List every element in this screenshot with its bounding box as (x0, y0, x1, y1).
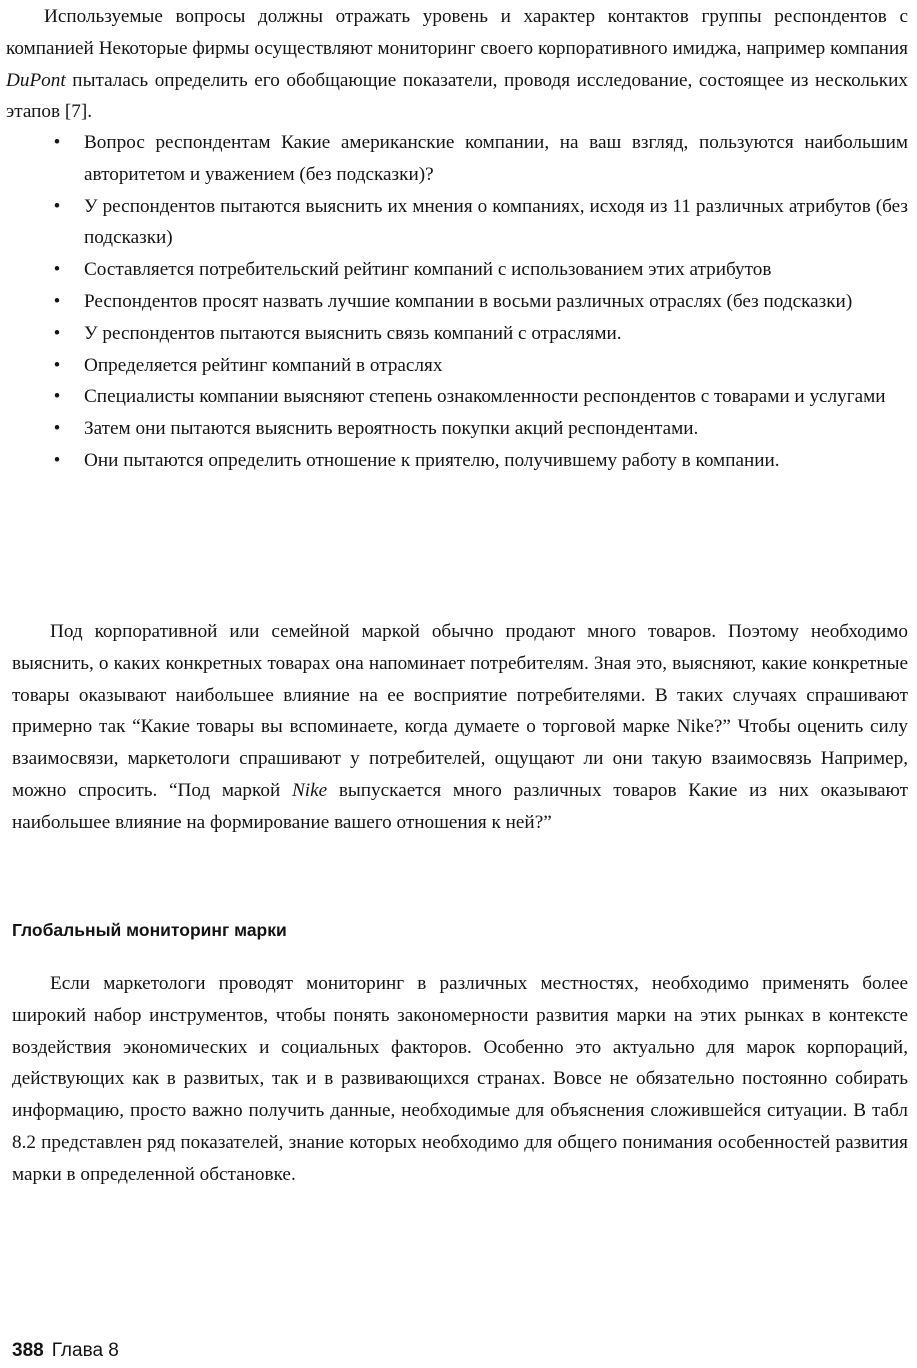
list-item (0, 286, 917, 318)
list-item-text: Они пытаются определить отношение к приятелю, получившему работу в компании. (84, 449, 780, 471)
page-number: 388 (12, 1340, 44, 1361)
intro-paragraph (6, 1, 908, 128)
global-monitoring-paragraph: Если маркетологи проводят мониторинг в различных местностях, необходимо применять более широкий набор инструментов, чтобы понять закономерности развития марки на этих рынках в контексте воздействия экономических и социальных факторов. Особенно это актуально для марок корпораций, действующих как в развитых, так и в развивающихся странах. Вовсе не обязательно постоянно собирать информацию, просто важно получить данные, необходимые для объяснения сложившейся ситуации. В табл 8.2 представлен ряд показателей, знание которых необходимо для общего понимания особенностей развития марки в определенной обстановке. (12, 973, 908, 1185)
section-heading: Глобальный мониторинг марки (12, 920, 287, 940)
bullet-icon: • (53, 195, 61, 217)
list-item-text: Респондентов просят назвать лучшие компании в восьми различных отраслях (без подсказки) (84, 290, 853, 312)
list-item-text: Определяется рейтинг компаний в отраслях (84, 354, 443, 376)
bullet-icon: • (53, 418, 61, 440)
survey-stages-list (0, 127, 917, 477)
brand-name-dupont: DuPont (6, 69, 66, 91)
list-item (0, 381, 917, 413)
bullet-icon: • (53, 259, 61, 281)
bullet-icon: • (53, 386, 61, 408)
list-item (0, 318, 917, 350)
list-item (0, 254, 917, 286)
bullet-icon: • (53, 132, 61, 153)
list-item-text: Затем они пытаются выяснить вероятность покупки акций респондентами. (84, 418, 699, 440)
list-item (0, 350, 917, 382)
brand-name-nike: Nike (291, 779, 328, 801)
bullet-icon: • (53, 322, 61, 344)
intro-text-part-2: пыталась определить его обобщающие показатели, проводя исследование, состоящее из нескольких этапов [7]. (6, 69, 908, 123)
intro-text-part-1: Используемые вопросы должны отражать уровень и характер контактов группы респондентов с компанией Некоторые фирмы осуществляют мониторинг своего корпоративного имиджа, например компания (6, 6, 908, 59)
list-item-text: Специалисты компании выясняют степень ознакомленности респондентов с товарами и услугами (84, 386, 886, 408)
list-item (0, 445, 917, 477)
bullet-icon: • (53, 449, 61, 471)
list-item-text: Составляется потребительский рейтинг компаний с использованием этих атрибутов (84, 259, 772, 281)
corporate-brand-paragraph (12, 616, 908, 839)
bullet-icon: • (53, 290, 61, 312)
corporate-text-part-2: выпускается много различных товаров Какие из них оказывают наибольшее влияние на формирование вашего отношения к ней?” (12, 779, 908, 833)
list-item-text: Вопрос респондентам Какие американские компании, на ваш взгляд, пользуются наибольшим авторитетом и уважением (без подсказки)? (84, 132, 908, 185)
corporate-text-part-1: Под корпоративной или семейной маркой обычно продают много товаров. Поэтому необходимо выяснить, о каких конкретных товарах она напоминает потребителям. Зная это, выясняют, какие конкретные товары оказывают наибольшее влияние на ее восприятие потребителями. В таких случаях спрашивают примерно так “Какие товары вы вспоминаете, когда думаете о торговой марке Nike?” Чтобы оценить силу взаимосвязи, маркетологи спрашивают у потребителей, ощущают ли они такую взаимосвязь Например, можно спросить. “Под маркой (12, 621, 908, 801)
list-item (0, 191, 917, 255)
page-footer (12, 1338, 119, 1364)
list-item (0, 127, 917, 191)
bullet-icon: • (53, 354, 61, 376)
list-item (0, 413, 917, 445)
chapter-label: Глава 8 (51, 1340, 119, 1361)
list-item-text: У респондентов пытаются выяснить их мнения о компаниях, исходя из 11 различных атрибутов (без подсказки) (84, 195, 908, 249)
list-item-text: У респондентов пытаются выяснить связь компаний с отраслями. (84, 322, 622, 344)
